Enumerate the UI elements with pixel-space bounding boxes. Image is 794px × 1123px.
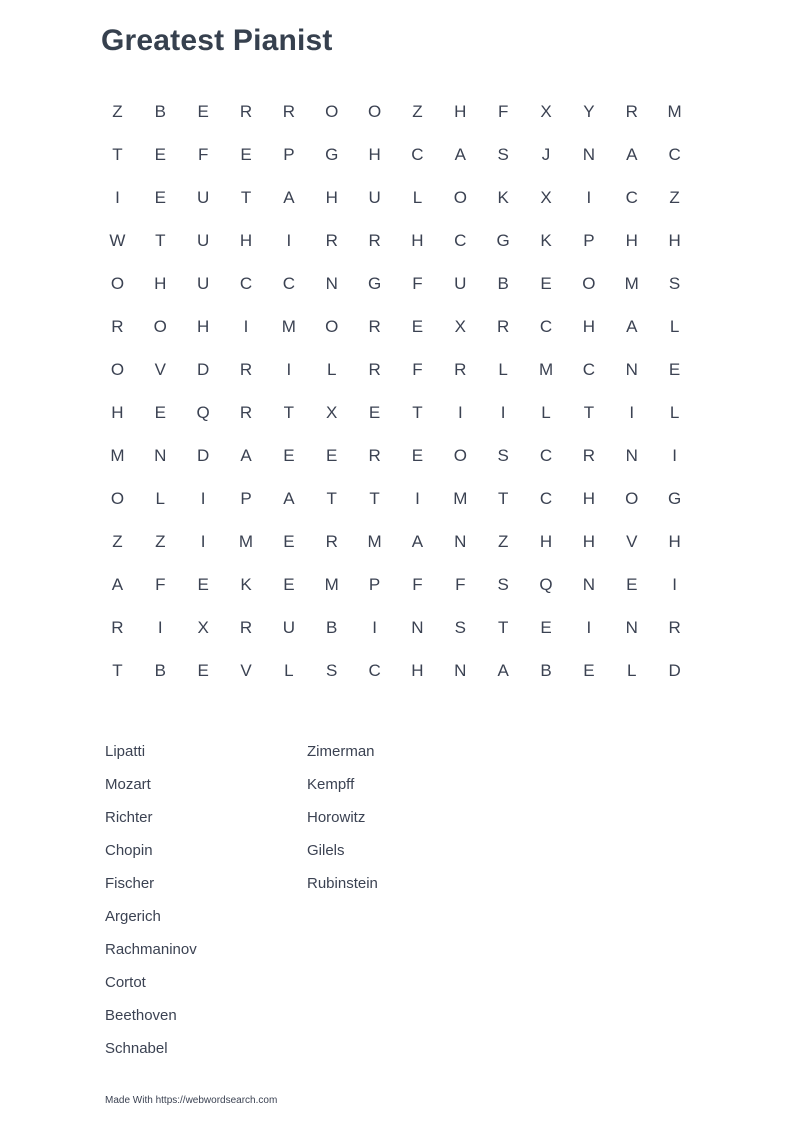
grid-cell[interactable]: F: [155, 575, 166, 594]
grid-cell[interactable]: R: [282, 102, 295, 121]
grid-cell[interactable]: I: [286, 360, 292, 379]
grid-cell[interactable]: G: [667, 489, 682, 508]
grid-cell[interactable]: M: [624, 274, 639, 293]
grid-cell[interactable]: H: [454, 102, 467, 121]
grid-cell[interactable]: S: [497, 575, 509, 594]
grid-cell[interactable]: I: [200, 489, 206, 508]
grid-cell[interactable]: W: [109, 231, 126, 250]
grid-cell[interactable]: N: [411, 618, 424, 637]
grid-cell[interactable]: L: [284, 661, 294, 680]
grid-cell[interactable]: O: [110, 489, 125, 508]
grid-cell[interactable]: C: [282, 274, 295, 293]
grid-cell[interactable]: X: [326, 403, 338, 422]
grid-cell[interactable]: C: [368, 661, 381, 680]
grid-cell[interactable]: T: [412, 403, 423, 422]
grid-cell[interactable]: I: [243, 317, 249, 336]
grid-cell[interactable]: F: [197, 145, 209, 164]
grid-cell[interactable]: E: [240, 145, 252, 164]
grid-cell[interactable]: N: [625, 618, 638, 637]
grid-cell[interactable]: U: [282, 618, 295, 637]
grid-cell[interactable]: F: [412, 360, 423, 379]
grid-cell[interactable]: H: [539, 532, 553, 551]
grid-cell[interactable]: I: [500, 403, 506, 422]
grid-cell[interactable]: E: [197, 102, 209, 121]
grid-cell[interactable]: I: [586, 618, 592, 637]
grid-cell[interactable]: T: [283, 403, 295, 422]
grid-cell[interactable]: R: [325, 532, 338, 551]
grid-cell[interactable]: R: [111, 317, 124, 336]
grid-cell[interactable]: M: [281, 317, 296, 336]
grid-cell[interactable]: E: [326, 446, 338, 465]
grid-cell[interactable]: L: [669, 317, 680, 336]
grid-cell[interactable]: O: [153, 317, 167, 336]
grid-cell[interactable]: T: [112, 145, 123, 164]
grid-cell[interactable]: L: [627, 661, 637, 680]
grid-cell[interactable]: E: [197, 661, 209, 680]
grid-cell[interactable]: K: [540, 231, 552, 250]
grid-cell[interactable]: M: [367, 532, 382, 551]
grid-cell[interactable]: V: [154, 360, 166, 379]
grid-cell[interactable]: L: [412, 188, 423, 207]
grid-cell[interactable]: E: [411, 317, 424, 336]
grid-cell[interactable]: A: [454, 145, 466, 164]
grid-row: [96, 391, 696, 434]
grid-cell[interactable]: F: [412, 575, 423, 594]
grid-cell[interactable]: N: [154, 446, 167, 465]
grid-cell[interactable]: Y: [583, 102, 595, 121]
grid-cell[interactable]: N: [454, 661, 467, 680]
grid-cell[interactable]: O: [582, 274, 596, 293]
grid-cell[interactable]: Z: [497, 532, 509, 551]
word-list-item[interactable]: Gilels: [307, 842, 345, 859]
grid-cell[interactable]: L: [541, 403, 551, 422]
grid-cell[interactable]: Z: [412, 102, 423, 121]
grid-cell[interactable]: I: [415, 489, 420, 508]
grid-cell[interactable]: C: [239, 274, 253, 293]
grid-cell[interactable]: H: [111, 403, 124, 422]
grid-cell[interactable]: F: [412, 274, 423, 293]
grid-cell[interactable]: H: [625, 231, 638, 250]
grid-cell[interactable]: H: [582, 532, 596, 551]
grid-cell[interactable]: E: [283, 446, 295, 465]
grid-cell[interactable]: H: [411, 661, 424, 680]
grid-cell[interactable]: U: [197, 231, 210, 250]
grid-cell[interactable]: A: [626, 317, 638, 336]
grid-cell[interactable]: P: [368, 575, 381, 594]
grid-cell[interactable]: G: [367, 274, 382, 293]
grid-cell[interactable]: R: [625, 102, 638, 121]
grid-cell[interactable]: H: [668, 231, 681, 250]
grid-cell[interactable]: T: [369, 489, 380, 508]
grid-cell[interactable]: I: [457, 403, 463, 422]
grid-cell[interactable]: C: [625, 188, 638, 207]
grid-cell[interactable]: X: [454, 317, 466, 336]
letter-grid: [96, 90, 696, 692]
grid-row: [96, 176, 696, 219]
grid-cell[interactable]: R: [239, 403, 253, 422]
grid-cell[interactable]: H: [668, 532, 681, 551]
grid-cell[interactable]: E: [540, 618, 552, 637]
grid-cell[interactable]: O: [325, 102, 339, 121]
grid-cell[interactable]: H: [239, 231, 253, 250]
word-list-item[interactable]: Argerich: [105, 908, 161, 925]
grid-cell[interactable]: A: [283, 489, 295, 508]
grid-cell[interactable]: T: [497, 618, 509, 637]
grid-cell[interactable]: T: [326, 489, 337, 508]
grid-cell[interactable]: V: [626, 532, 638, 551]
grid-cell[interactable]: Z: [155, 532, 166, 551]
grid-cell[interactable]: R: [368, 231, 381, 250]
grid-cell[interactable]: I: [629, 403, 635, 422]
grid-cell[interactable]: M: [667, 102, 682, 121]
grid-row: [96, 90, 696, 133]
grid-cell[interactable]: R: [239, 360, 253, 379]
grid-cell[interactable]: O: [453, 188, 467, 207]
grid-cell[interactable]: Q: [539, 575, 553, 594]
grid-cell[interactable]: R: [368, 360, 381, 379]
grid-cell[interactable]: T: [112, 661, 123, 680]
word-list-column-2: [298, 735, 500, 1065]
word-list-item[interactable]: Beethoven: [105, 1007, 177, 1024]
grid-cell[interactable]: X: [540, 188, 552, 207]
grid-cell[interactable]: B: [154, 661, 166, 680]
grid-cell[interactable]: R: [111, 618, 124, 637]
grid-cell[interactable]: U: [454, 274, 467, 293]
grid-row: [96, 563, 696, 606]
grid-cell[interactable]: I: [372, 618, 377, 637]
grid-cell[interactable]: H: [154, 274, 167, 293]
grid-cell[interactable]: C: [539, 489, 553, 508]
grid-cell[interactable]: T: [240, 188, 252, 207]
grid-cell[interactable]: P: [283, 145, 295, 164]
grid-cell[interactable]: E: [154, 188, 166, 207]
grid-cell[interactable]: O: [325, 317, 339, 336]
word-list-item[interactable]: Cortot: [105, 974, 146, 991]
grid-cell[interactable]: J: [541, 145, 551, 164]
grid-cell[interactable]: I: [157, 618, 163, 637]
grid-cell[interactable]: Z: [112, 532, 123, 551]
grid-cell[interactable]: M: [238, 532, 254, 551]
grid-cell[interactable]: L: [498, 360, 508, 379]
grid-cell[interactable]: R: [454, 360, 467, 379]
grid-cell[interactable]: U: [197, 188, 210, 207]
grid-row: [96, 305, 696, 348]
grid-cell[interactable]: R: [239, 618, 253, 637]
grid-cell[interactable]: C: [454, 231, 467, 250]
grid-cell[interactable]: I: [286, 231, 292, 250]
grid-cell[interactable]: X: [197, 618, 209, 637]
grid-cell[interactable]: A: [111, 575, 124, 594]
grid-row: [96, 649, 696, 692]
grid-cell[interactable]: Z: [112, 102, 123, 121]
grid-cell[interactable]: A: [497, 661, 509, 680]
word-list-item[interactable]: Mozart: [105, 776, 151, 793]
grid-cell[interactable]: R: [239, 102, 253, 121]
grid-cell[interactable]: N: [325, 274, 338, 293]
grid-cell[interactable]: R: [668, 618, 681, 637]
grid-cell[interactable]: E: [668, 360, 681, 379]
word-list-item[interactable]: Schnabel: [105, 1040, 168, 1057]
grid-cell[interactable]: E: [411, 446, 424, 465]
grid-cell[interactable]: I: [200, 532, 206, 551]
grid-cell[interactable]: N: [582, 145, 596, 164]
grid-cell[interactable]: O: [367, 102, 382, 121]
grid-cell[interactable]: D: [668, 661, 681, 680]
grid-cell[interactable]: C: [539, 317, 553, 336]
footer-attribution: Made With https://webwordsearch.com: [105, 1095, 278, 1106]
grid-cell[interactable]: F: [497, 102, 509, 121]
grid-cell[interactable]: H: [197, 317, 210, 336]
grid-row: [96, 348, 696, 391]
grid-cell[interactable]: C: [668, 145, 681, 164]
grid-cell[interactable]: R: [325, 231, 338, 250]
grid-cell[interactable]: X: [540, 102, 552, 121]
grid-cell[interactable]: N: [454, 532, 467, 551]
grid-cell[interactable]: E: [197, 575, 209, 594]
grid-cell[interactable]: S: [497, 145, 509, 164]
grid-cell[interactable]: B: [154, 102, 166, 121]
grid-cell[interactable]: F: [455, 575, 466, 594]
grid-cell[interactable]: L: [155, 489, 166, 508]
grid-cell[interactable]: U: [197, 274, 210, 293]
word-list-column-1: [96, 735, 298, 1065]
page-title: Greatest Pianist: [101, 24, 333, 57]
grid-cell[interactable]: T: [497, 489, 509, 508]
grid-cell[interactable]: T: [155, 231, 166, 250]
grid-cell[interactable]: C: [582, 360, 596, 379]
word-list-item[interactable]: Horowitz: [307, 809, 366, 826]
grid-cell[interactable]: C: [539, 446, 553, 465]
grid-cell[interactable]: M: [453, 489, 468, 508]
word-list-item[interactable]: Fischer: [105, 875, 155, 892]
grid-cell[interactable]: A: [283, 188, 295, 207]
grid-row: [96, 477, 696, 520]
grid-cell[interactable]: S: [497, 446, 509, 465]
grid-cell[interactable]: S: [668, 274, 681, 293]
grid-cell[interactable]: H: [411, 231, 424, 250]
grid-cell[interactable]: M: [324, 575, 339, 594]
grid-cell[interactable]: K: [240, 575, 252, 594]
word-list-item[interactable]: Rubinstein: [307, 875, 378, 892]
grid-cell[interactable]: R: [582, 446, 596, 465]
grid-cell[interactable]: E: [283, 575, 295, 594]
grid-cell[interactable]: S: [454, 618, 466, 637]
grid-cell[interactable]: N: [625, 446, 638, 465]
grid-cell[interactable]: Z: [669, 188, 680, 207]
grid-cell[interactable]: L: [669, 403, 680, 422]
grid-cell[interactable]: O: [110, 360, 125, 379]
grid-cell[interactable]: I: [115, 188, 120, 207]
grid-cell[interactable]: D: [197, 360, 210, 379]
word-list-item[interactable]: Richter: [105, 809, 153, 826]
grid-cell[interactable]: A: [411, 532, 424, 551]
grid-cell[interactable]: H: [582, 489, 596, 508]
grid-cell[interactable]: B: [540, 661, 552, 680]
grid-cell[interactable]: H: [325, 188, 338, 207]
grid-cell[interactable]: R: [497, 317, 510, 336]
grid-cell[interactable]: I: [672, 446, 677, 465]
grid-row: [96, 219, 696, 262]
grid-cell[interactable]: L: [326, 360, 337, 379]
grid-cell[interactable]: B: [497, 274, 509, 293]
grid-cell[interactable]: O: [453, 446, 467, 465]
grid-cell[interactable]: E: [626, 575, 638, 594]
word-list-item[interactable]: Lipatti: [105, 743, 146, 760]
grid-cell[interactable]: E: [540, 274, 552, 293]
grid-row: [96, 606, 696, 649]
grid-cell[interactable]: M: [110, 446, 125, 465]
grid-cell[interactable]: N: [582, 575, 596, 594]
grid-cell[interactable]: D: [197, 446, 210, 465]
grid-cell[interactable]: O: [110, 274, 125, 293]
grid-cell[interactable]: E: [368, 403, 381, 422]
grid-cell[interactable]: K: [497, 188, 509, 207]
grid-cell[interactable]: M: [538, 360, 554, 379]
grid-cell[interactable]: V: [240, 661, 252, 680]
grid-row: [96, 133, 696, 176]
grid-cell[interactable]: I: [586, 188, 592, 207]
grid-cell[interactable]: B: [326, 618, 338, 637]
grid-cell[interactable]: A: [240, 446, 252, 465]
grid-cell[interactable]: U: [368, 188, 381, 207]
grid-cell[interactable]: I: [672, 575, 677, 594]
grid-row: [96, 262, 696, 305]
grid-cell[interactable]: E: [154, 145, 166, 164]
grid-cell[interactable]: E: [154, 403, 166, 422]
grid-row: [96, 434, 696, 477]
grid-cell[interactable]: R: [368, 317, 381, 336]
grid-row: [96, 520, 696, 563]
grid-cell[interactable]: G: [325, 145, 339, 164]
grid-cell[interactable]: S: [326, 661, 338, 680]
grid-cell[interactable]: O: [625, 489, 639, 508]
grid-cell[interactable]: H: [368, 145, 381, 164]
grid-cell[interactable]: E: [583, 661, 595, 680]
grid-cell[interactable]: Q: [196, 403, 210, 422]
word-list-item[interactable]: Chopin: [105, 842, 153, 859]
grid-cell[interactable]: H: [582, 317, 596, 336]
grid-cell[interactable]: C: [411, 145, 424, 164]
word-list-item[interactable]: Rachmaninov: [105, 941, 197, 958]
word-list-item[interactable]: Zimerman: [307, 743, 375, 760]
grid-cell[interactable]: P: [240, 489, 252, 508]
grid-cell[interactable]: P: [583, 231, 595, 250]
grid-cell[interactable]: G: [496, 231, 510, 250]
grid-cell[interactable]: A: [626, 145, 638, 164]
grid-cell[interactable]: T: [583, 403, 595, 422]
word-list-item[interactable]: Kempff: [307, 776, 355, 793]
word-list: [96, 735, 696, 1065]
grid-cell[interactable]: E: [283, 532, 295, 551]
grid-cell[interactable]: N: [625, 360, 638, 379]
grid-cell[interactable]: R: [368, 446, 381, 465]
